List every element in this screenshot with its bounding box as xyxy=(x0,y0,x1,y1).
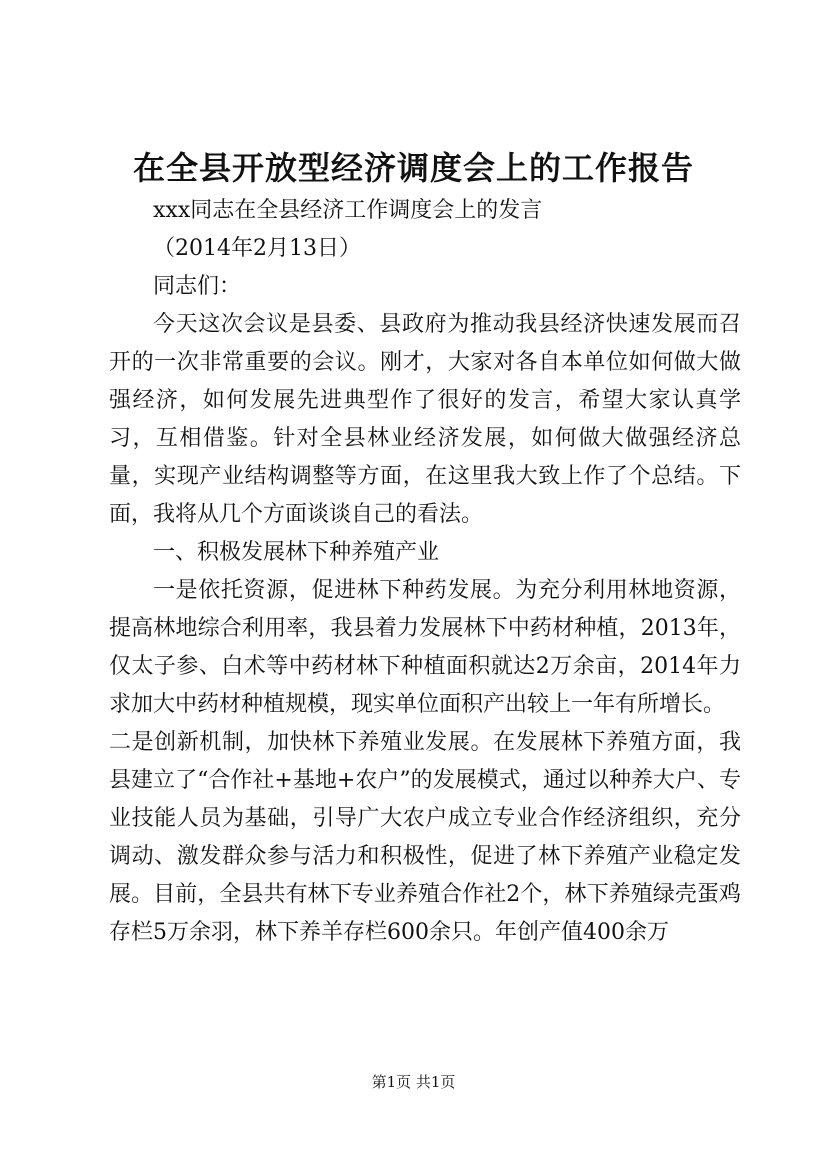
paragraph-forest-medicine: 一是依托资源，促进林下种药发展。为充分利用林地资源，提高林地综合利用率，我县着力发展林下中药材种植，2013年，仅太子参、白术等中药材林下种植面积就达2万余亩，2014年力求加大中药材种植规模，现实单位面积产出较上一年有所增长。 xyxy=(109,578,741,717)
salutation: 同志们： xyxy=(153,274,242,299)
page-number-footer: 第1页 共1页 xyxy=(371,1073,456,1091)
speech-date: （2014年2月13日） xyxy=(153,236,361,261)
document-title: 在全县开放型经济调度会上的工作报告 xyxy=(132,149,694,187)
speech-subtitle: xxx同志在全县经济工作调度会上的发言 xyxy=(153,198,543,223)
section-heading-1: 一、积极发展林下种养殖产业 xyxy=(153,540,440,565)
paragraph-forest-breeding: 二是创新机制，加快林下养殖业发展。在发展林下养殖方面，我县建立了“合作社+基地+农户”的发展模式，通过以种养大户、专业技能人员为基础，引导广大农户成立专业合作经济组织，充分调动、激发群众参与活力和积极性，促进了林下养殖产业稳定发展。目前，全县共有林下专业养殖合作社2个，林下养殖绿壳蛋鸡存栏5万余羽，林下养羊存栏600余只。年创产值400余万 xyxy=(109,730,741,945)
paragraph-intro: 今天这次会议是县委、县政府为推动我县经济快速发展而召开的一次非常重要的会议。刚才，大家对各自本单位如何做大做强经济，如何发展先进典型作了很好的发言，希望大家认真学习，互相借鉴。针对全县林业经济发展，如何做大做强经济总量，实现产业结构调整等方面，在这里我大致上作了个总结。下面，我将从几个方面谈谈自己的看法。 xyxy=(109,312,741,527)
document-body xyxy=(109,192,741,952)
